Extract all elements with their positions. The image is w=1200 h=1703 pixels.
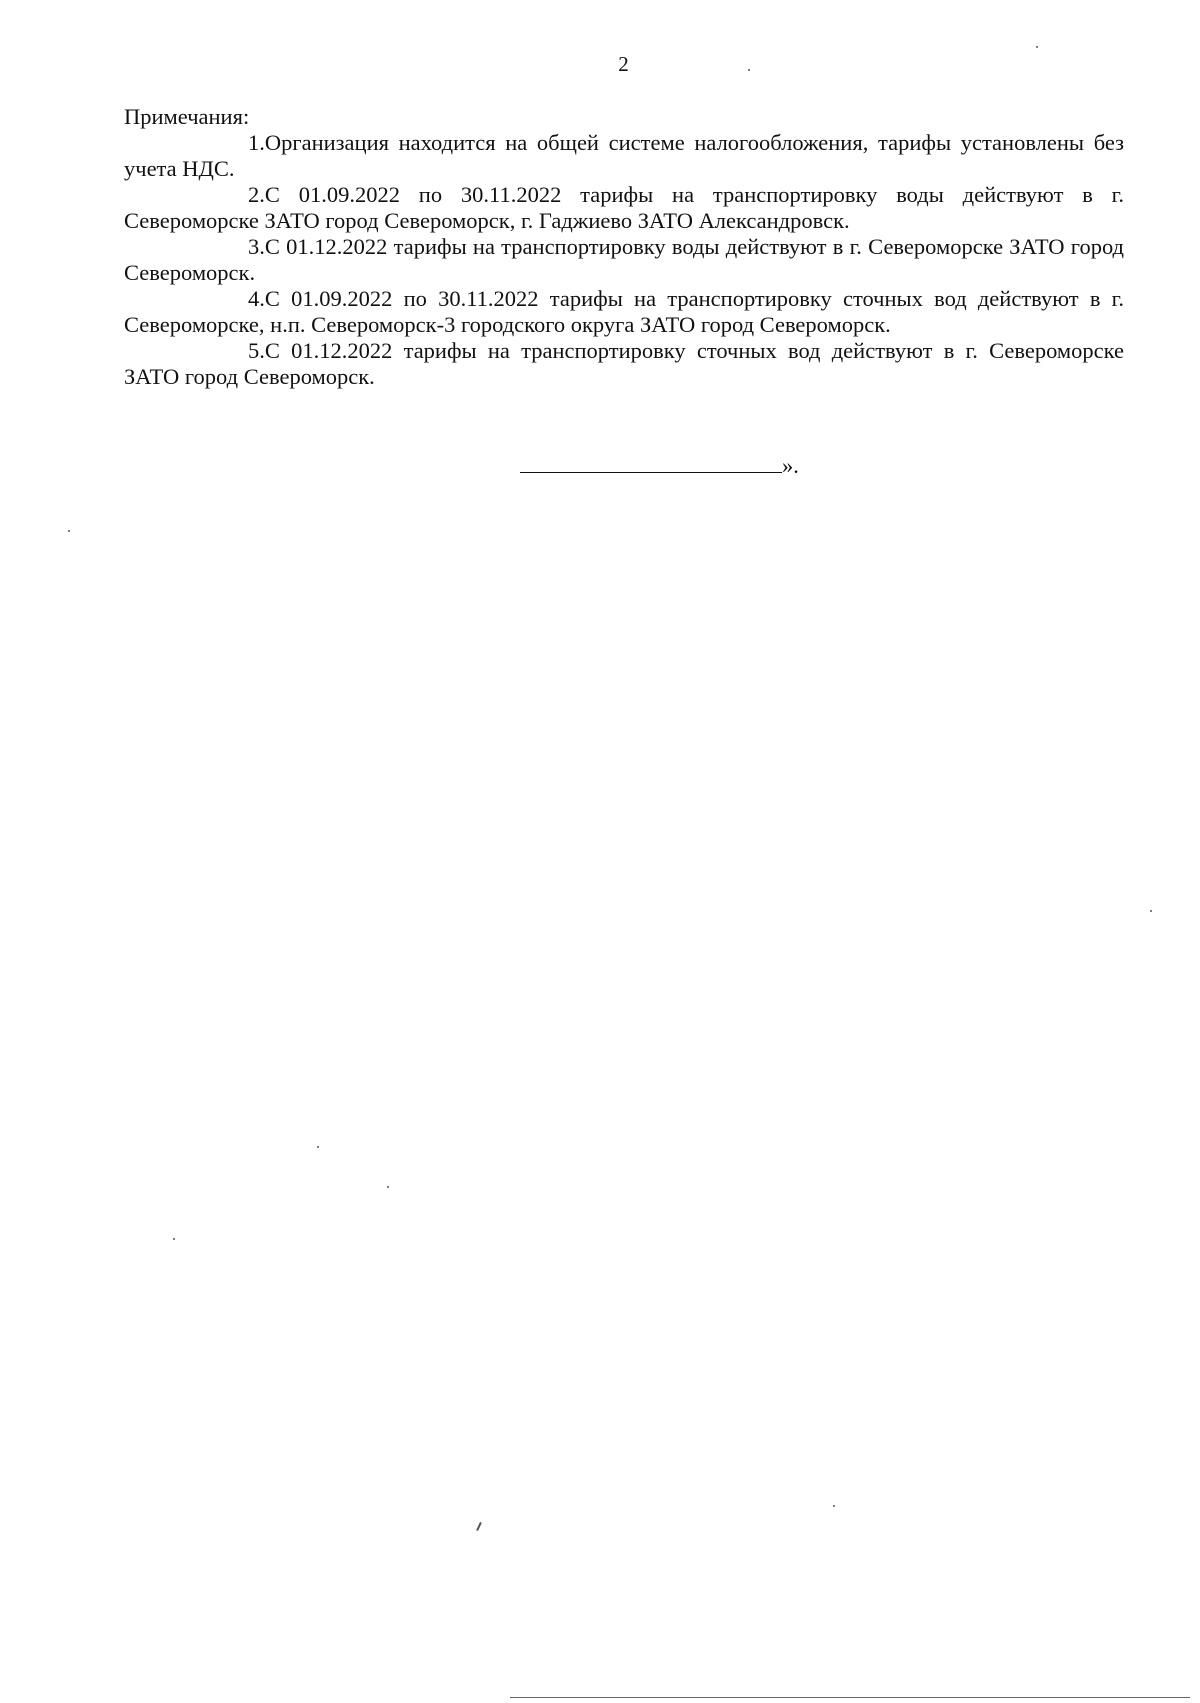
note-number: 4. xyxy=(248,286,265,311)
scan-speck xyxy=(173,1238,175,1240)
notes-section xyxy=(124,104,1124,390)
scan-speck xyxy=(387,1186,389,1188)
scan-speck xyxy=(1036,46,1038,48)
scan-speck xyxy=(833,1505,835,1507)
note-number: 3. xyxy=(248,234,265,259)
note-text: С 01.09.2022 по 30.11.2022 тарифы на транспортировку сточных вод действуют в г. Североморске, н.п. Североморск-3 городского округа ЗАТО город Североморск. xyxy=(124,286,1124,337)
scan-stroke xyxy=(476,1522,482,1531)
scan-speck xyxy=(317,1146,319,1148)
page-number: 2 xyxy=(618,52,629,76)
note-item-3 xyxy=(124,234,1124,286)
scan-speck xyxy=(68,530,70,532)
note-text: С 01.12.2022 тарифы на транспортировку воды действуют в г. Североморске ЗАТО город Североморск. xyxy=(124,234,1124,285)
notes-heading: Примечания: xyxy=(124,104,250,129)
bottom-edge-line xyxy=(510,1697,1190,1698)
note-item-1 xyxy=(124,130,1124,182)
note-text: Организация находится на общей системе налогообложения, тарифы установлены без учета НДС. xyxy=(124,130,1124,181)
note-text: С 01.09.2022 по 30.11.2022 тарифы на транспортировку воды действуют в г. Североморске ЗАТО город Североморск, г. Гаджиево ЗАТО Александровск. xyxy=(124,182,1124,233)
note-number: 5. xyxy=(248,338,265,363)
note-item-5 xyxy=(124,338,1124,390)
scan-speck xyxy=(748,69,750,71)
scan-speck xyxy=(1150,910,1152,912)
note-number: 2. xyxy=(248,182,265,207)
note-text: С 01.12.2022 тарифы на транспортировку сточных вод действуют в г. Североморске ЗАТО город Североморск. xyxy=(124,338,1124,389)
closing-underline xyxy=(520,452,782,473)
note-item-4 xyxy=(124,286,1124,338)
closing-mark xyxy=(520,452,799,479)
note-item-2 xyxy=(124,182,1124,234)
note-number: 1. xyxy=(248,130,265,155)
closing-quote: ». xyxy=(782,453,799,478)
